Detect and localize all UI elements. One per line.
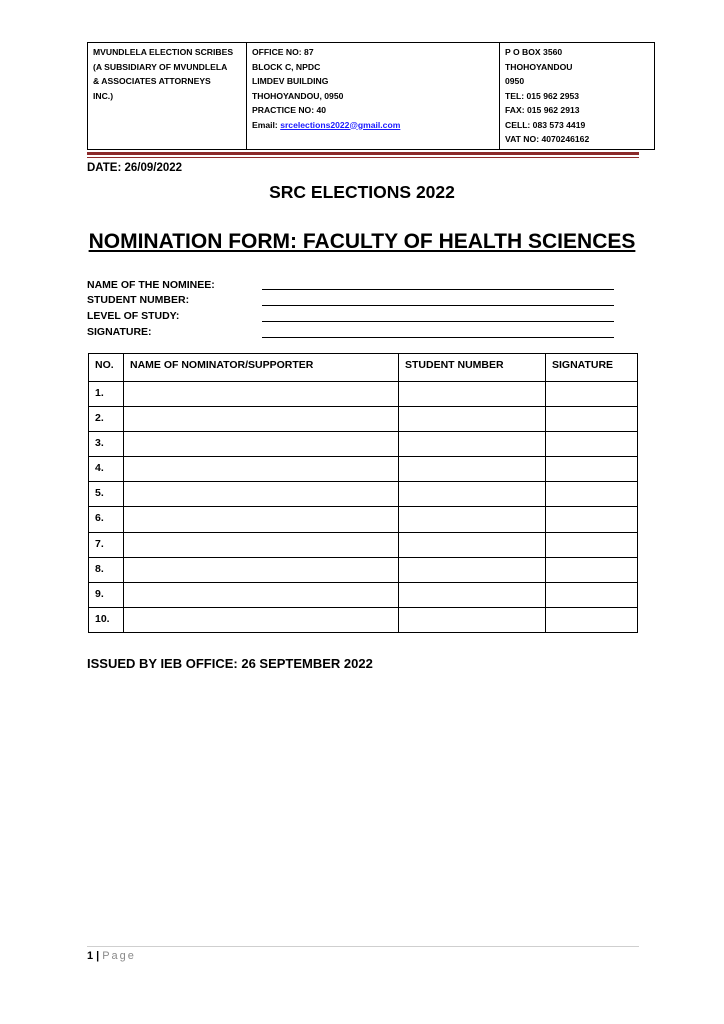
table-row: [89, 582, 638, 607]
table-row: [89, 532, 638, 557]
document-title: SRC ELECTIONS 2022: [269, 182, 455, 202]
level-of-study-line[interactable]: [262, 321, 614, 322]
nominee-name-label: NAME OF THE NOMINEE:: [87, 279, 215, 291]
company-line: & ASSOCIATES ATTORNEYS: [93, 76, 211, 86]
name-cell[interactable]: [124, 607, 399, 632]
row-number: 10.: [89, 607, 124, 632]
signature-cell[interactable]: [546, 482, 638, 507]
name-cell[interactable]: [124, 482, 399, 507]
table-row: [89, 557, 638, 582]
signature-cell[interactable]: [546, 407, 638, 432]
signature-cell[interactable]: [546, 532, 638, 557]
col-header-student-number: STUDENT NUMBER: [399, 354, 546, 382]
table-row: [89, 457, 638, 482]
footer-divider: [87, 946, 639, 947]
name-cell[interactable]: [124, 532, 399, 557]
student-number-cell[interactable]: [399, 382, 546, 407]
signature-cell[interactable]: [546, 607, 638, 632]
email-label: Email:: [252, 119, 281, 130]
student-number-label: STUDENT NUMBER:: [87, 294, 190, 306]
name-cell[interactable]: [124, 382, 399, 407]
letterhead-company: [88, 43, 247, 150]
contact-line: FAX: 015 962 2913: [505, 105, 580, 115]
student-number-cell[interactable]: [399, 582, 546, 607]
signature-cell[interactable]: [546, 432, 638, 457]
table-row: [89, 507, 638, 532]
company-line: INC.): [93, 90, 114, 101]
letterhead-table: [87, 42, 655, 150]
row-number: 1.: [89, 382, 124, 407]
student-number-cell[interactable]: [399, 432, 546, 457]
contact-line: CELL: 083 573 4419: [505, 119, 586, 130]
document-subtitle: NOMINATION FORM: FACULTY OF HEALTH SCIENCES: [88, 230, 636, 253]
row-number: 8.: [89, 557, 124, 582]
col-header-name: NAME OF NOMINATOR/SUPPORTER: [124, 354, 399, 382]
document-date: DATE: 26/09/2022: [87, 162, 183, 174]
header-divider: [87, 152, 639, 155]
office-line: OFFICE NO: 87: [252, 47, 314, 57]
page-number: 1: [87, 950, 94, 962]
name-cell[interactable]: [124, 432, 399, 457]
signature-label: SIGNATURE:: [87, 326, 152, 338]
signature-cell[interactable]: [546, 582, 638, 607]
row-number: 9.: [89, 582, 124, 607]
letterhead-office: [247, 43, 500, 150]
office-line: THOHOYANDOU, 0950: [252, 90, 344, 101]
col-header-signature: SIGNATURE: [546, 354, 638, 382]
company-line: MVUNDLELA ELECTION SCRIBES: [93, 47, 234, 57]
company-line: (A SUBSIDIARY OF MVUNDLELA: [93, 61, 228, 72]
email-link[interactable]: srcelections2022@gmail.com: [280, 119, 401, 130]
row-number: 2.: [89, 407, 124, 432]
row-number: 6.: [89, 507, 124, 532]
student-number-cell[interactable]: [399, 532, 546, 557]
signature-line[interactable]: [262, 337, 614, 338]
office-line: PRACTICE NO: 40: [252, 105, 327, 115]
signature-cell[interactable]: [546, 457, 638, 482]
name-cell[interactable]: [124, 407, 399, 432]
signature-cell[interactable]: [546, 382, 638, 407]
table-row: [89, 432, 638, 457]
page-footer: [87, 950, 136, 962]
signature-cell[interactable]: [546, 507, 638, 532]
office-line: LIMDEV BUILDING: [252, 76, 329, 86]
letterhead-contact: [500, 43, 655, 150]
contact-line: THOHOYANDOU: [505, 61, 573, 72]
page-label: Page: [102, 950, 136, 962]
row-number: 4.: [89, 457, 124, 482]
table-row: [89, 382, 638, 407]
contact-line: TEL: 015 962 2953: [505, 90, 580, 101]
student-number-line[interactable]: [262, 305, 614, 306]
table-row: [89, 407, 638, 432]
name-cell[interactable]: [124, 557, 399, 582]
email-line: [252, 118, 494, 133]
table-row: [89, 482, 638, 507]
student-number-cell[interactable]: [399, 557, 546, 582]
contact-line: 0950: [505, 76, 525, 86]
contact-line: VAT NO: 4070246162: [505, 134, 590, 144]
student-number-cell[interactable]: [399, 482, 546, 507]
supporters-table: [88, 353, 638, 633]
table-row: [89, 607, 638, 632]
col-header-no: NO.: [89, 354, 124, 382]
name-cell[interactable]: [124, 507, 399, 532]
student-number-cell[interactable]: [399, 407, 546, 432]
contact-line: P O BOX 3560: [505, 47, 563, 57]
name-cell[interactable]: [124, 457, 399, 482]
level-of-study-label: LEVEL OF STUDY:: [87, 310, 180, 322]
student-number-cell[interactable]: [399, 507, 546, 532]
issued-statement: ISSUED BY IEB OFFICE: 26 SEPTEMBER 2022: [87, 656, 373, 671]
student-number-cell[interactable]: [399, 457, 546, 482]
row-number: 5.: [89, 482, 124, 507]
office-line: BLOCK C, NPDC: [252, 61, 321, 72]
row-number: 7.: [89, 532, 124, 557]
row-number: 3.: [89, 432, 124, 457]
footer-separator: |: [96, 950, 100, 962]
nominee-name-line[interactable]: [262, 289, 614, 290]
signature-cell[interactable]: [546, 557, 638, 582]
header-divider-thin: [87, 157, 639, 158]
table-header-row: [89, 354, 638, 382]
student-number-cell[interactable]: [399, 607, 546, 632]
name-cell[interactable]: [124, 582, 399, 607]
